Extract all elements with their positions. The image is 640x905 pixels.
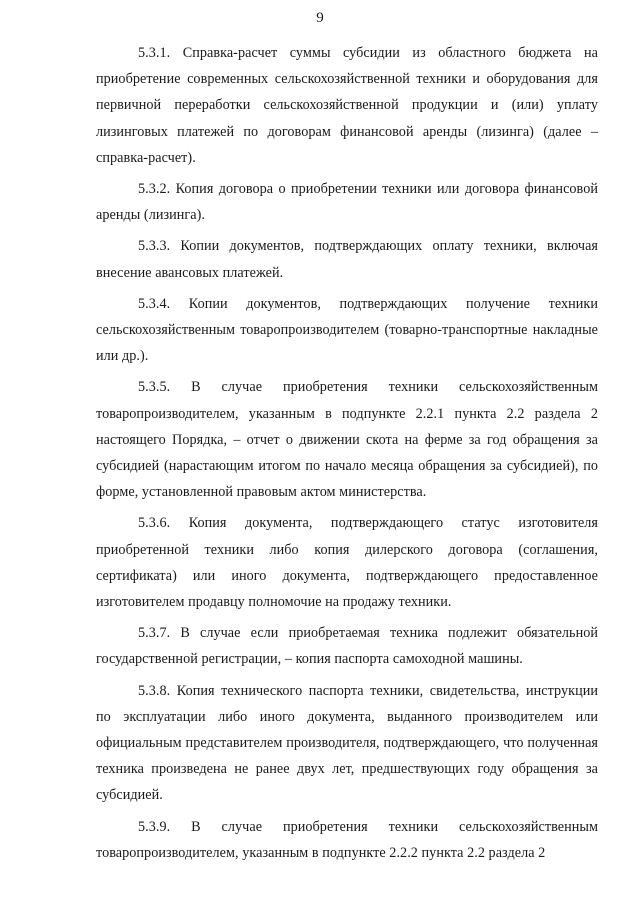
paragraph-5-3-9: 5.3.9. В случае приобретения техники сельскохозяйственным товаропроизводителем, указанным в подпункте 2.2.2 пункта 2.2 раздела 2 — [96, 818, 598, 861]
paragraph-5-3-1: 5.3.1. Справка-расчет суммы субсидии из областного бюджета на приобретение современных сельскохозяйственной техники и оборудования для первичной переработки сельскохозяйственной продукции и (или) уплату лизинговых платежей по договорам финансовой аренды (лизинга) (далее – справка-расчет). — [96, 45, 598, 166]
paragraph-5-3-4: 5.3.4. Копии документов, подтверждающих получение техники сельскохозяйственным товаропроизводителем (товарно-транспортные накладные или др.). — [96, 295, 598, 365]
paragraph-5-3-3: 5.3.3. Копии документов, подтверждающих оплату техники, включая внесение авансовых платежей. — [96, 238, 598, 281]
paragraph-5-3-8: 5.3.8. Копия технического паспорта техники, свидетельства, инструкции по эксплуатации либо иного документа, выданного производителем или официальным представителем производителя, подтверждающего, что полученная техника произведена не ранее двух лет, предшествующих году обращения за субсидией. — [96, 682, 598, 804]
paragraph-5-3-5: 5.3.5. В случае приобретения техники сельскохозяйственным товаропроизводителем, указанным в подпункте 2.2.1 пункта 2.2 раздела 2 настоящего Порядка, – отчет о движении скота на ферме за год обращения за субсидией (нарастающим итогом по начало месяца обращения за субсидией), по форме, установленной правовым актом министерства. — [96, 379, 598, 501]
paragraph-5-3-6: 5.3.6. Копия документа, подтверждающего статус изготовителя приобретенной техники либо копия дилерского договора (соглашения, сертификата) или иного документа, подтверждающего предоставленное изготовителем продавцу полномочие на продажу техники. — [96, 515, 598, 611]
page-number: 9 — [316, 10, 324, 26]
document-body — [96, 40, 598, 866]
paragraph-5-3-2: 5.3.2. Копия договора о приобретении техники или договора финансовой аренды (лизинга). — [96, 181, 598, 224]
paragraph-5-3-7: 5.3.7. В случае если приобретаемая техника подлежит обязательной государственной регистрации, – копия паспорта самоходной машины. — [96, 625, 598, 668]
